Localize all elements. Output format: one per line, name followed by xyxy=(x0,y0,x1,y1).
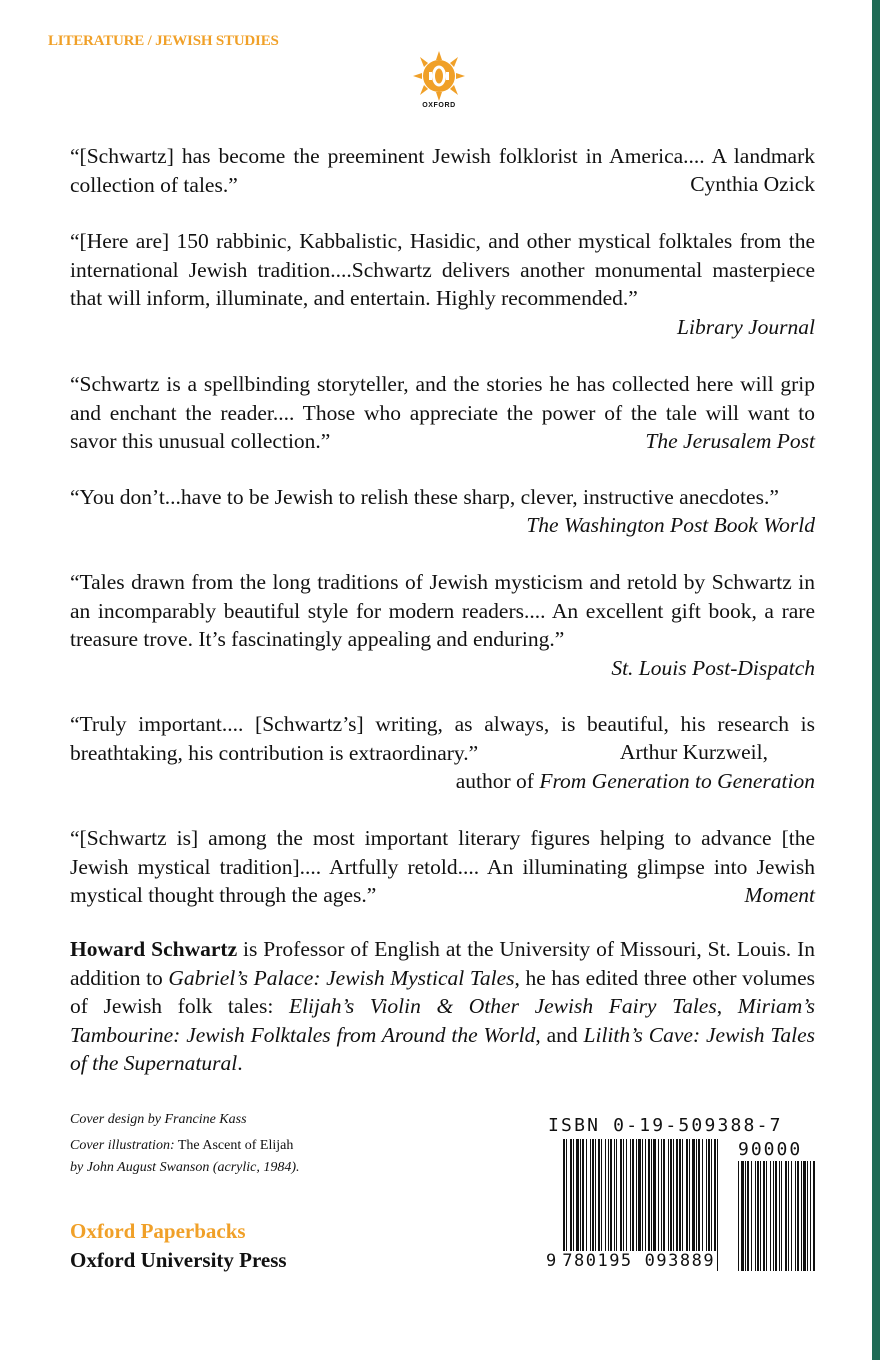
quote-source xyxy=(70,738,815,767)
barcode-bar xyxy=(632,1139,634,1253)
book-title: Elijah’s Violin & Other Jewish Fairy Tales xyxy=(288,994,717,1018)
addon-bar xyxy=(810,1161,811,1271)
barcode-bar xyxy=(595,1139,596,1253)
quote-text: “Truly important.... [Schwartz’s] writing, as always, is beautiful, his research is breathtaking, his contribution is extraordinary.” xyxy=(70,712,815,765)
barcode-bar xyxy=(605,1139,606,1253)
oxford-logo xyxy=(412,50,466,112)
addon-bar xyxy=(795,1161,796,1271)
barcode-bar xyxy=(679,1139,681,1253)
book-title: Miriam’s Tambourine: Jewish Folktales from Around the World xyxy=(70,994,815,1047)
illustration-title: The Ascent of Elijah xyxy=(174,1138,294,1153)
addon-bar xyxy=(741,1161,744,1271)
barcode-bar xyxy=(682,1139,683,1253)
barcode-bar xyxy=(601,1139,602,1253)
barcode-bar xyxy=(626,1139,627,1253)
ean-first-digit: 9 xyxy=(546,1251,557,1271)
addon-bar xyxy=(747,1161,749,1271)
barcode-bar xyxy=(630,1139,631,1253)
addon-bar xyxy=(779,1161,780,1271)
barcode-bar xyxy=(598,1139,600,1253)
barcode-bar xyxy=(636,1139,637,1253)
source-name: Arthur Kurzweil, xyxy=(619,740,768,764)
cover-credits xyxy=(70,1109,300,1179)
bio-text: is Professor of English at the University of Missouri, St. Louis. In addition to xyxy=(70,937,816,990)
barcode-bar xyxy=(696,1139,697,1253)
barcode-bar xyxy=(689,1139,690,1253)
quote-text: “You don’t...have to be Jewish to relish these sharp, clever, instructive anecdotes.” xyxy=(70,485,779,509)
category-label: LITERATURE / JEWISH STUDIES xyxy=(48,33,279,49)
barcode-bar xyxy=(586,1139,587,1253)
barcode-bar xyxy=(676,1139,678,1253)
addon-bar xyxy=(773,1161,774,1271)
barcode-bar xyxy=(658,1139,659,1253)
addon-digits: 90000 xyxy=(738,1139,803,1160)
quote-source: The Washington Post Book World xyxy=(526,513,815,537)
logo-wordmark: OXFORD xyxy=(422,102,456,109)
cover-illustration-credit xyxy=(70,1135,300,1157)
barcode-bar xyxy=(706,1139,707,1253)
barcode-bar xyxy=(686,1139,688,1253)
quote-source: Library Journal xyxy=(677,314,815,339)
author-name: Howard Schwartz xyxy=(70,937,238,961)
barcode-bar xyxy=(661,1139,662,1253)
addon-bar xyxy=(751,1161,752,1271)
isbn-text: ISBN 0-19-509388-7 xyxy=(548,1115,783,1136)
quote-source: St. Louis Post-Dispatch xyxy=(611,655,815,680)
barcode-bar xyxy=(711,1139,712,1253)
barcode-bar xyxy=(580,1139,581,1253)
barcode-bar xyxy=(590,1139,591,1253)
barcode-bar xyxy=(570,1139,572,1253)
addon-bar xyxy=(760,1161,761,1271)
imprint xyxy=(70,1217,287,1275)
addon-bar xyxy=(781,1161,782,1271)
addon-bar xyxy=(755,1161,756,1271)
addon-bar xyxy=(791,1161,792,1271)
quote-text: “[Here are] 150 rabbinic, Kabbalistic, Hasidic, and other mystical folktales from the international Jewish tradition....Schwartz delivers another monumental masterpiece that will inform, illuminate, and entertain. Highly recommended.” xyxy=(70,229,815,310)
barcode-bar xyxy=(702,1139,703,1253)
bio-text: , xyxy=(716,994,738,1018)
addon-bar xyxy=(803,1161,806,1271)
bio-text: . xyxy=(237,1051,243,1075)
barcode-bar xyxy=(608,1139,609,1253)
source-title: From Generation to Generation xyxy=(539,769,815,793)
barcode-bar xyxy=(582,1139,584,1253)
barcode-bar xyxy=(616,1139,617,1253)
barcode-bar xyxy=(692,1139,695,1253)
quote-text: “Schwartz is a spellbinding storyteller, and the stories he has collected here will grip and enchant the reader.... Those who appreciate the power of the tale will want to savor this unusual collection.” xyxy=(70,372,815,453)
ean-left-group: 780195 xyxy=(562,1251,633,1271)
bio-text: , and xyxy=(535,1022,584,1047)
barcode-bar xyxy=(610,1139,612,1253)
book-title: Lilith’s Cave: Jewish Tales of the Supernatural xyxy=(70,1022,816,1075)
book-title: Gabriel’s Palace: Jewish Mystical Tales xyxy=(168,965,515,990)
isbn-barcode xyxy=(545,1115,820,1275)
quote-source: Moment xyxy=(744,883,815,907)
barcode-bar xyxy=(698,1139,700,1253)
illustration-label: Cover illustration: xyxy=(70,1138,175,1153)
cover-design-credit: Cover design by Francine Kass xyxy=(70,1112,247,1127)
barcode-bar xyxy=(648,1139,650,1253)
spine-edge xyxy=(872,0,880,1360)
barcode-bar xyxy=(614,1139,615,1253)
barcode-bar xyxy=(645,1139,646,1253)
addon-bar xyxy=(785,1161,787,1271)
barcode-bar xyxy=(592,1139,594,1253)
barcode-bar xyxy=(573,1139,574,1253)
review-quote-4 xyxy=(70,483,815,512)
series-name: Oxford Paperbacks xyxy=(70,1219,246,1243)
barcode-bar xyxy=(717,1139,718,1271)
quote-source: The Jerusalem Post xyxy=(645,429,815,453)
barcode-bar xyxy=(623,1139,624,1253)
review-quote-2 xyxy=(70,227,815,341)
sun-logo-icon xyxy=(412,50,466,102)
addon-bar xyxy=(763,1161,765,1271)
ean-right-group: 093889 xyxy=(644,1251,716,1271)
addon-bar xyxy=(807,1161,808,1271)
addon-bar xyxy=(770,1161,771,1271)
source-prefix: author of xyxy=(455,769,540,793)
quote-text: “[Schwartz] has become the preeminent Jewish folklorist in America.... A landmark collection of tales.” xyxy=(70,144,815,197)
barcode-bar xyxy=(663,1139,665,1253)
quote-source-line2 xyxy=(70,767,815,796)
addon-bar xyxy=(813,1161,815,1271)
barcode-bar xyxy=(673,1139,674,1253)
barcode-bar xyxy=(653,1139,656,1253)
barcode-bar xyxy=(576,1139,579,1253)
quote-text: “[Schwartz is] among the most important literary figures helping to advance [the Jewish mystical tradition].... Artfully retold.... An illuminating glimpse into Jewish mystical thought through the ages.” xyxy=(70,826,815,907)
author-bio xyxy=(70,935,815,1078)
illustration-artist: by John August Swanson (acrylic, 1984). xyxy=(70,1160,300,1175)
addon-bar xyxy=(766,1161,767,1271)
addon-bar xyxy=(788,1161,789,1271)
barcode-bar xyxy=(620,1139,622,1253)
bio-text: , he has edited three other volumes of Jewish folk tales: xyxy=(70,965,816,1018)
addon-bar xyxy=(801,1161,802,1271)
review-quote-5 xyxy=(70,568,815,682)
addon-bar xyxy=(738,1161,739,1271)
quote-text: “Tales drawn from the long traditions of Jewish mysticism and retold by Schwartz in an incomparably beautiful style for modern readers.... An excellent gift book, a rare treasure trove. It’s fascinatingly appealing and enduring.” xyxy=(70,570,815,651)
addon-bar xyxy=(797,1161,799,1271)
barcode-bar xyxy=(708,1139,710,1253)
addon-bar xyxy=(775,1161,777,1271)
quote-source: Cynthia Ozick xyxy=(690,172,815,196)
barcode-bar xyxy=(714,1139,716,1253)
barcode-bar xyxy=(651,1139,652,1253)
addon-bar xyxy=(757,1161,759,1271)
barcode-bar xyxy=(670,1139,672,1253)
addon-bar xyxy=(745,1161,746,1271)
publisher-name: Oxford University Press xyxy=(70,1248,287,1272)
ean-digits xyxy=(545,1251,716,1271)
barcode-bar xyxy=(668,1139,669,1253)
